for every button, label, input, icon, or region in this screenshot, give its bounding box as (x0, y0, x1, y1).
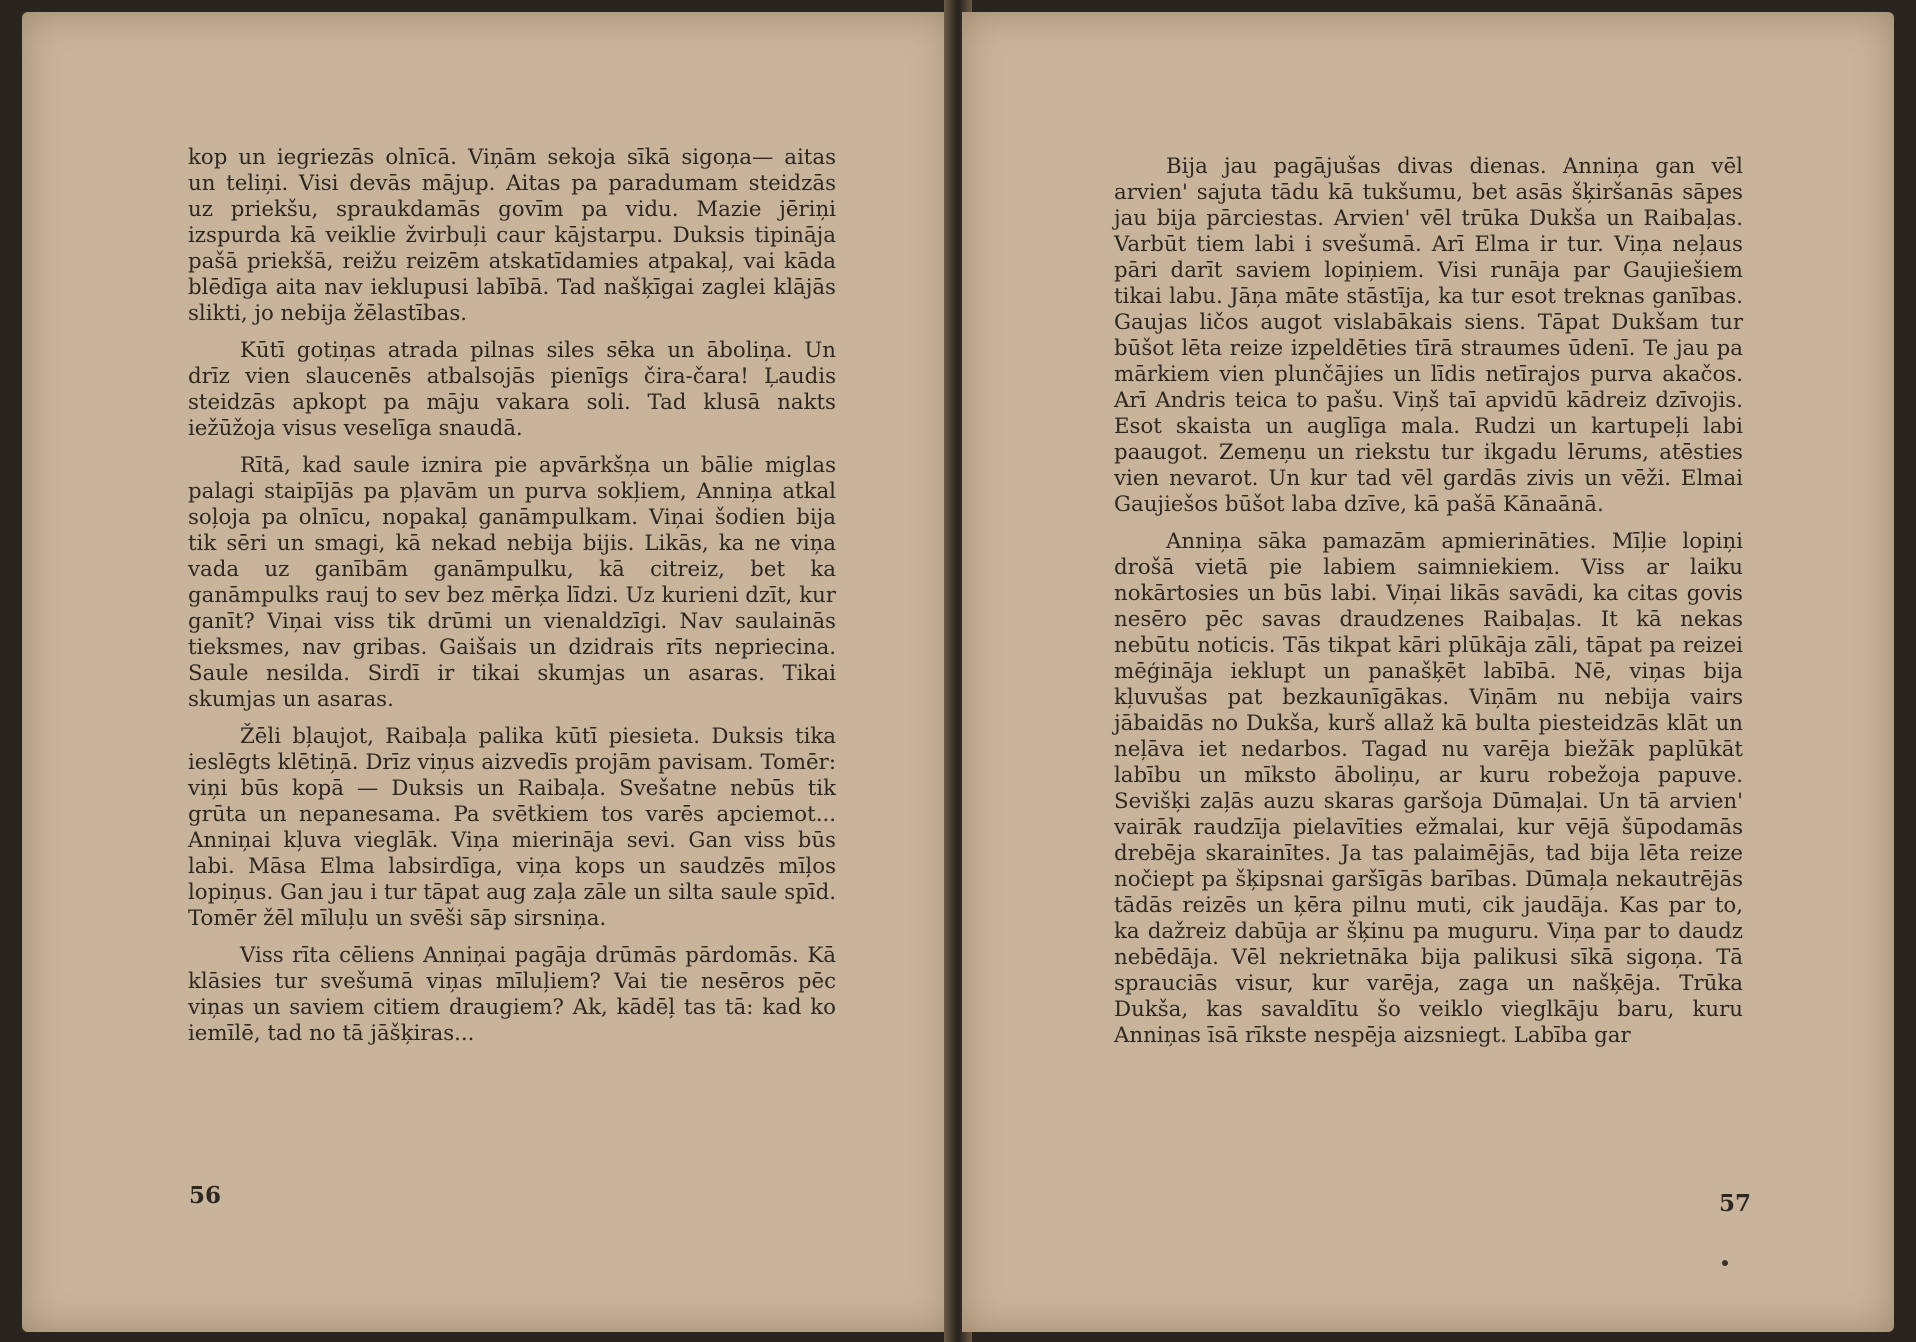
left-page (22, 12, 952, 1332)
paragraph: Anniņa sāka pamazām apmierināties. Mīļie lopiņi drošā vietā pie labiem saimniekiem. Viss ar laiku nokārtosies un būs labi. Viņai likās savādi, ka citas govis nesēro pēc savas draudzenes Raibaļas. It kā nekas nebūtu noticis. Tās tikpat kāri plūkāja zāli, tāpat pa reizei mēģināja ieklupt un panašķēt labībā. Nē, viņas bija kļuvušas pat bezkaunīgākas. Viņām nu nebija vairs jābaidās no Dukša, kurš allaž kā bulta piesteidzās klāt un neļāva iet nedarbos. Tagad nu varēja biežāk paplūkāt labību un mīksto āboliņu, ar kuru robežoja papuve. Sevišķi zaļās auzu skaras garšoja Dūmaļai. Un tā arvien' vairāk raudzīja pielavīties ežmalai, kur vējā šūpodamās drebēja skarainītes. Ja tas palaimējās, tad bija lēta reize nočiept pa šķipsnai garšīgās barības. Dūmaļa nekautrējās tādās reizēs un ķēra pilnu muti, cik jaudāja. Kas par to, ka dažreiz dabūja ar šķinu pa muguru. Viņa par to daudz nebēdāja. Vēl nekrietnāka bija palikusi sīkā sigoņa. Tā sprauciās visur, kur varēja, zaga un našķēja. Trūka Dukša, kas savaldītu šo veiklo vieglkāju baru, kuru Anniņas īsā rīkste nespēja aizsniegt. Labība gar (1114, 529, 1743, 1048)
page-number: 57 (1719, 1190, 1752, 1217)
paragraph: Rītā, kad saule iznira pie apvārkšņa un bālie miglas palagi staipījās pa pļavām un purva sokļiem, Anniņa atkal soļoja pa olnīcu, nopakaļ ganāmpulkam. Viņai šodien bija tik sēri un smagi, kā nekad nebija bijis. Likās, ka ne viņa vada uz ganībām ganāmpulku, kā citreiz, bet ka ganāmpulks rauj to sev bez mērķa līdzi. Uz kurieni dzīt, kur ganīt? Viņai viss tik drūmi un vienaldzīgi. Nav saulainās tieksmes, nav gribas. Gaišais un dzidrais rīts nepriecina. Saule nesilda. Sirdī ir tikai skumjas un asaras. Tikai skumjas un asaras. (188, 453, 836, 712)
page-number: 56 (189, 1182, 222, 1209)
paragraph: kop un iegriezās olnīcā. Viņām sekoja sīkā sigoņa— aitas un teliņi. Visi devās mājup. Aitas pa paradumam steidzās uz priekšu, spraukdamās govīm pa vidu. Mazie jēriņi izspurda kā veiklie žvirbuļi caur kājstarpu. Duksis tipināja pašā priekšā, reižu reizēm atskatīdamies atpakaļ, vai kāda blēdīga aita nav ieklupusi labībā. Tad našķīgai zaglei klājās slikti, jo nebija žēlastības. (188, 145, 836, 326)
paper-speck (1722, 1260, 1728, 1266)
right-page (962, 12, 1894, 1332)
paragraph: Kūtī gotiņas atrada pilnas siles sēka un āboliņa. Un drīz vien slaucenēs atbalsojās pienīgs čira-čara! Ļaudis steidzās apkopt pa māju vakara soli. Tad klusā nakts iežūžoja visus veselīga snaudā. (188, 338, 836, 441)
paragraph: Bija jau pagājušas divas dienas. Anniņa gan vēl arvien' sajuta tādu kā tukšumu, bet asās šķiršanās sāpes jau bija pārciestas. Arvien' vēl trūka Dukša un Raibaļas. Varbūt tiem labi i svešumā. Arī Elma ir tur. Viņa neļaus pāri darīt saviem lopiņiem. Visi runāja par Gaujiešiem tikai labu. Jāņa māte stāstīja, ka tur esot treknas ganības. Gaujas ličos augot vislabākais siens. Tāpat Dukšam tur būšot lēta reize izpeldēties tīrā straumes ūdenī. Te jau pa mārkiem vien plunčājies un līdis netīrajos purva akačos. Arī Andris teica to pašu. Viņš taī apvidū kādreiz dzīvojis. Esot skaista un auglīga mala. Rudzi un kartupeļi labi paaugot. Zemeņu un riekstu tur ikgadu lērums, atēsties vien nevarot. Un kur tad vēl gardās zivis un vēži. Elmai Gaujiešos būšot laba dzīve, kā pašā Kānaānā. (1114, 154, 1743, 517)
left-page-text (188, 145, 836, 1047)
paragraph: Viss rīta cēliens Anniņai pagāja drūmās pārdomās. Kā klāsies tur svešumā viņas mīluļiem? Vai tie nesēros pēc viņas un saviem citiem draugiem? Ak, kādēļ tas tā: kad ko iemīlē, tad no tā jāšķiras... (188, 943, 836, 1046)
paragraph: Žēli bļaujot, Raibaļa palika kūtī piesieta. Duksis tika ieslēgts klētiņā. Drīz viņus aizvedīs projām pavisam. Tomēr: viņi būs kopā — Duksis un Raibaļa. Svešatne nebūs tik grūta un nepanesama. Pa svētkiem tos varēs apciemot... Anniņai kļuva vieglāk. Viņa mierināja sevi. Gan viss būs labi. Māsa Elma labsirdīga, viņa kops un saudzēs mīļos lopiņus. Gan jau i tur tāpat aug zaļa zāle un silta saule spīd. Tomēr žēl mīluļu un svēši sāp sirsniņa. (188, 724, 836, 931)
right-page-text (1114, 154, 1743, 1049)
